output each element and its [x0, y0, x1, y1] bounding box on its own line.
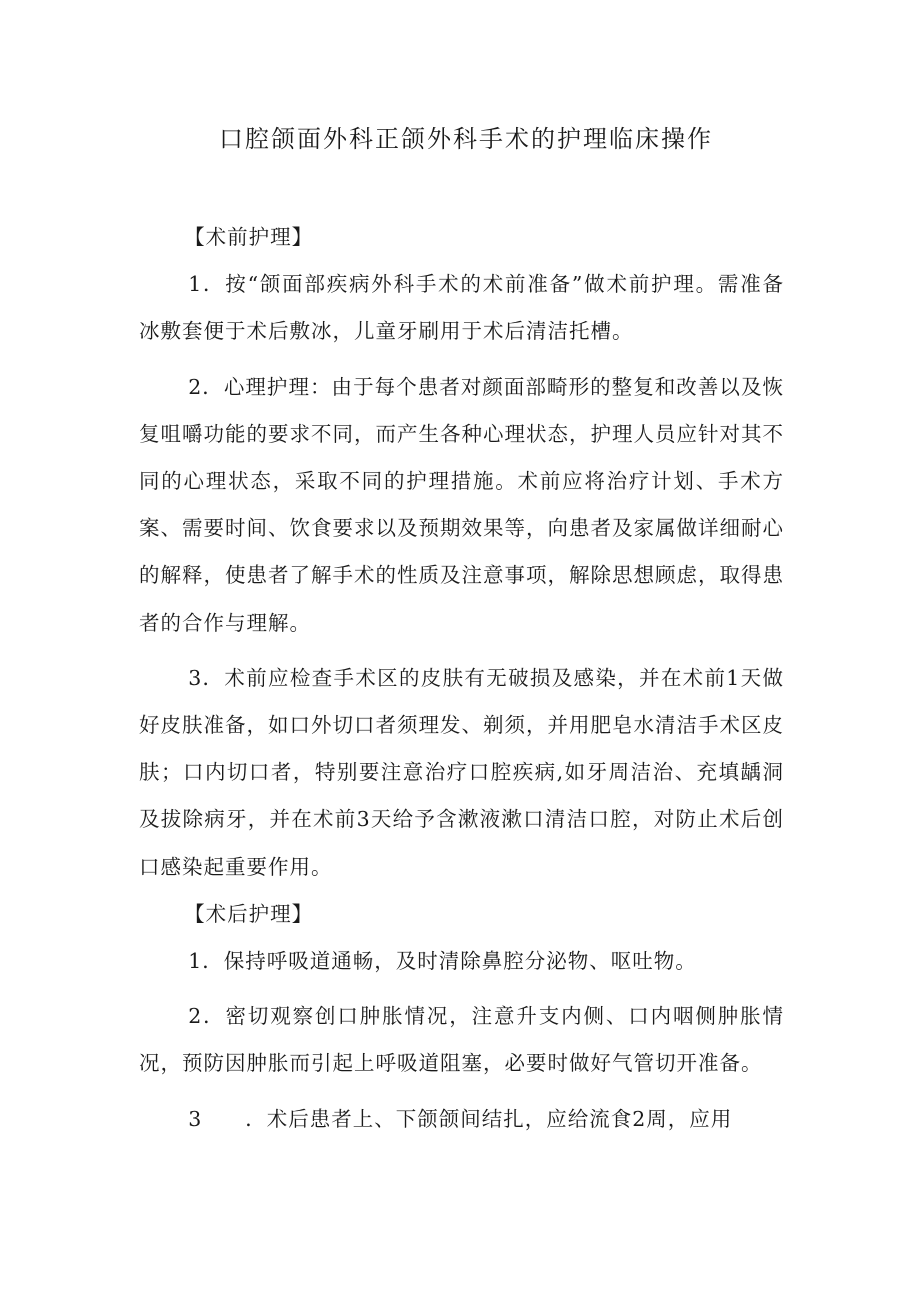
paragraph: 3 ．术后患者上、下颌颌间结扎，应给流食2周，应用 [188, 1106, 733, 1131]
paragraph: 2．密切观察创口肿胀情况，注意升支内侧、口内咽侧肿胀情况，预防因肿胀而引起上呼吸道阻塞，必要时做好气管切开准备。 [139, 1004, 784, 1076]
document-title: 口腔颌面外科正颌外科手术的护理临床操作 [219, 125, 713, 153]
section-heading-postop: 【术后护理】 [184, 901, 314, 926]
section-heading-preop: 【术前护理】 [184, 225, 314, 249]
paragraph: 2．心理护理：由于每个患者对颜面部畸形的整复和改善以及恢复咀嚼功能的要求不同，而产生各种心理状态，护理人员应针对其不同的心理状态，采取不同的护理措施。术前应将治疗计划、手术方案、需要时间、饮食要求以及预期效果等，向患者及家属做详细耐心的解释，使患者了解手术的性质及注意事项，解除思想顾虑，取得患者的合作与理解。 [139, 374, 784, 635]
paragraph: 3．术前应检查手术区的皮肤有无破损及感染，并在术前1天做好皮肤准备，如口外切口者须理发、剃须，并用肥皂水清洁手术区皮肤；口内切口者，特别要注意治疗口腔疾病,如牙周洁治、充填龋洞及拔除病牙，并在术前3天给予含漱液漱口清洁口腔，对防止术后创口感染起重要作用。 [139, 665, 784, 879]
paragraph: 1．按“颌面部疾病外科手术的术前准备”做术前护理。需准备冰敷套便于术后敷冰，儿童牙刷用于术后清洁托槽。 [139, 272, 784, 344]
document-body [139, 214, 784, 1143]
paragraph: 1．保持呼吸道通畅，及时清除鼻腔分泌物、呕吐物。 [188, 949, 697, 974]
